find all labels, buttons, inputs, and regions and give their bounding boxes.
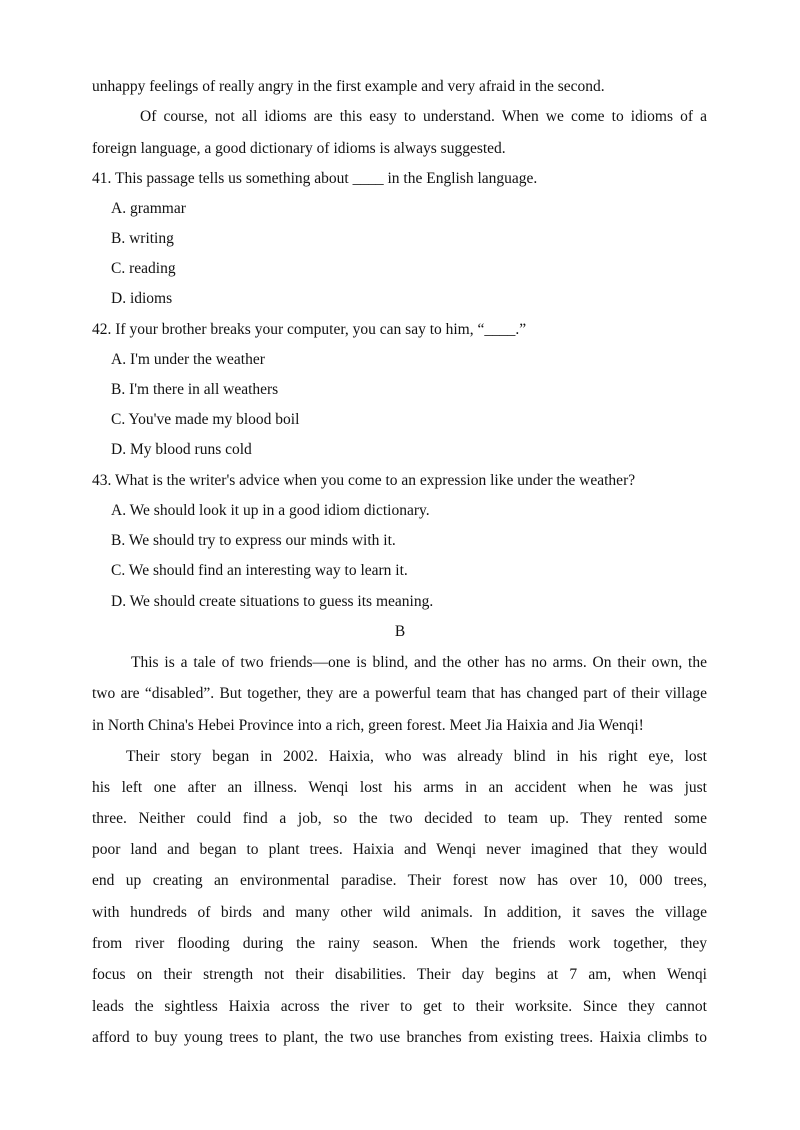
question-42-stem: 42. If your brother breaks your computer, you can say to him, “____.”	[92, 321, 527, 338]
section-b-para2-line7: from river flooding during the rainy season. When the friends work together, they	[92, 935, 707, 952]
question-42-option-b: B. I'm there in all weathers	[111, 381, 279, 398]
section-b-para1-line3: in North China's Hebei Province into a rich, green forest. Meet Jia Haixia and Jia Wenqi!	[92, 717, 644, 734]
question-43-stem: 43. What is the writer's advice when you come to an expression like under the weather?	[92, 472, 636, 489]
question-41-option-b: B. writing	[111, 230, 174, 247]
passage-a-last-line: unhappy feelings of really angry in the first example and very afraid in the second.	[92, 78, 605, 95]
question-42-option-c: C. You've made my blood boil	[111, 411, 300, 428]
question-41-stem: 41. This passage tells us something about ____ in the English language.	[92, 170, 538, 187]
question-42-option-a: A. I'm under the weather	[111, 351, 265, 368]
section-b-para2-line4: poor land and began to plant trees. Haixia and Wenqi never imagined that they would	[92, 841, 707, 858]
section-b-para1-line1: This is a tale of two friends—one is blind, and the other has no arms. On their own, the	[131, 654, 707, 671]
question-41-option-d: D. idioms	[111, 290, 173, 307]
passage-a-para2-line2: foreign language, a good dictionary of idioms is always suggested.	[92, 140, 506, 157]
passage-a-para2-line1: Of course, not all idioms are this easy to understand. When we come to idioms of a	[140, 108, 707, 125]
section-b-para2-line5: end up creating an environmental paradise. Their forest now has over 10, 000 trees,	[92, 872, 707, 889]
section-b-para2-line6: with hundreds of birds and many other wild animals. In addition, it saves the village	[92, 904, 707, 921]
question-41-option-c: C. reading	[111, 260, 176, 277]
section-b-para1-line2: two are “disabled”. But together, they are a powerful team that has changed part of their village	[92, 685, 707, 702]
question-43-option-d: D. We should create situations to guess its meaning.	[111, 593, 434, 610]
section-b-para2-line1: Their story began in 2002. Haixia, who was already blind in his right eye, lost	[126, 748, 707, 765]
section-b-para2-line3: three. Neither could find a job, so the two decided to team up. They rented some	[92, 810, 707, 827]
question-43-option-b: B. We should try to express our minds with it.	[111, 532, 396, 549]
section-b-para2-line9: leads the sightless Haixia across the river to get to their worksite. Since they cannot	[92, 998, 707, 1015]
question-41-option-a: A. grammar	[111, 200, 186, 217]
question-43-option-c: C. We should find an interesting way to learn it.	[111, 562, 408, 579]
section-b-para2-line8: focus on their strength not their disabilities. Their day begins at 7 am, when Wenqi	[92, 966, 707, 983]
section-b-heading: B	[394, 623, 406, 640]
question-43-option-a: A. We should look it up in a good idiom dictionary.	[111, 502, 430, 519]
section-b-para2-line10: afford to buy young trees to plant, the two use branches from existing trees. Haixia climbs to	[92, 1029, 707, 1046]
question-42-option-d: D. My blood runs cold	[111, 441, 252, 458]
section-b-para2-line2: his left one after an illness. Wenqi lost his arms in an accident when he was just	[92, 779, 707, 796]
